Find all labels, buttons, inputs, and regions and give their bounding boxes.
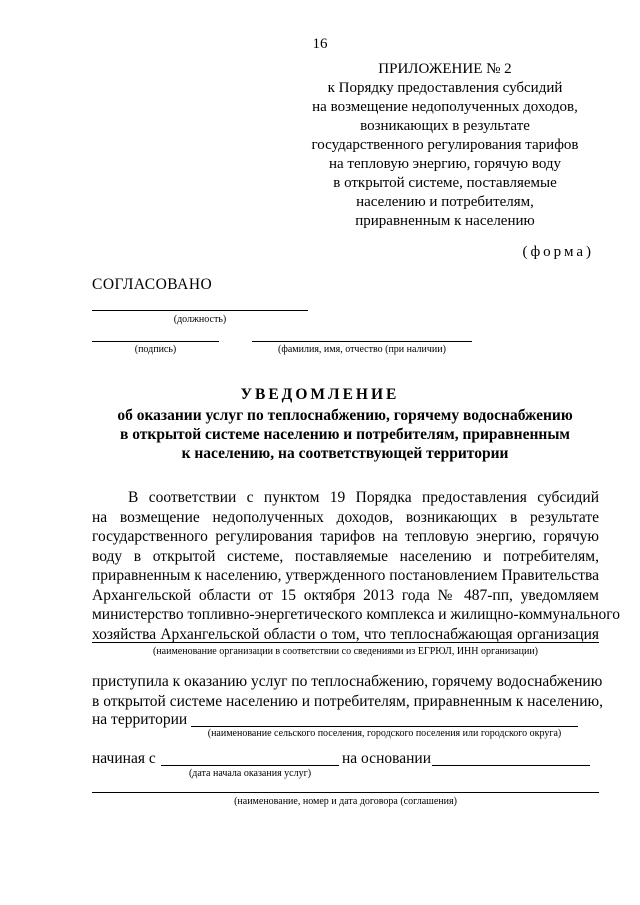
name-blank-line[interactable] xyxy=(252,341,472,342)
start-date-caption: (дата начала оказания услуг) xyxy=(188,768,312,779)
body-line: Архангельской области от 15 октября 2013 года № 487-пп, уведомляем xyxy=(92,586,599,604)
appendix-header xyxy=(290,60,600,231)
position-blank-line[interactable] xyxy=(92,310,308,311)
subtitle-line: к населению, на соответствующей территории xyxy=(181,445,509,462)
form-label: (форма) xyxy=(522,244,594,260)
appendix-line: ПРИЛОЖЕНИЕ № 2 xyxy=(378,61,512,77)
body-line: на возмещение недополученных доходов, возникающих в результате xyxy=(92,508,599,526)
body-line: хозяйства Архангельской области о том, что теплоснабжающая организация xyxy=(92,625,599,643)
signature-caption: (подпись) xyxy=(134,344,177,355)
body-line: воду в открытой системе, поставляемые населению и потребителям, xyxy=(92,547,599,565)
appendix-line: государственного регулирования тарифов xyxy=(311,137,579,153)
page-number: 16 xyxy=(312,36,328,52)
start-paragraph xyxy=(92,672,603,711)
contract-caption: (наименование, номер и дата договора (соглашения) xyxy=(234,796,457,807)
appendix-line: на возмещение недополученных доходов, xyxy=(312,99,578,115)
basis-label: на основании xyxy=(342,750,431,767)
territory-blank-line[interactable] xyxy=(191,726,578,727)
appendix-line: приравненным к населению xyxy=(355,213,535,229)
body-line: приравненным к населению, утвержденного постановлением Правительства xyxy=(92,567,599,584)
appendix-line: в открытой системе, поставляемые xyxy=(333,175,557,191)
position-caption: (должность) xyxy=(173,314,227,325)
signature-blank-line[interactable] xyxy=(92,341,219,342)
body-line: В соответствии с пунктом 19 Порядка предоставления субсидий xyxy=(128,489,599,506)
organization-caption: (наименование организации в соответствии со сведениями из ЕГРЮЛ, ИНН организации) xyxy=(152,646,539,657)
document-subtitle xyxy=(90,406,600,463)
approval-heading: СОГЛАСОВАНО xyxy=(92,276,213,293)
appendix-line: возникающих в результате xyxy=(360,118,530,134)
body-paragraph xyxy=(92,488,621,644)
start-date-blank-line[interactable] xyxy=(161,765,339,766)
name-caption: (фамилия, имя, отчество (при наличии) xyxy=(278,344,446,355)
body-line: министерство топливно-энергетического комплекса и жилищно-коммунального xyxy=(92,606,621,623)
contract-blank-line[interactable] xyxy=(92,792,599,793)
start-line: в открытой системе населению и потребителям, приравненным к населению, xyxy=(92,692,603,710)
appendix-line: населению и потребителям, xyxy=(356,194,534,210)
document-title: УВЕДОМЛЕНИЕ xyxy=(240,386,400,403)
start-line: приступила к оказанию услуг по теплоснабжению, горячему водоснабжению xyxy=(92,673,603,690)
territory-caption: (наименование сельского поселения, городского поселения или городского округа) xyxy=(207,728,562,739)
organization-blank-line[interactable] xyxy=(92,642,599,643)
appendix-line: на тепловую энергию, горячую воду xyxy=(328,156,562,172)
body-line: государственного регулирования тарифов на тепловую энергию, горячую xyxy=(92,528,599,545)
subtitle-line: в открытой системе населению и потребителям, приравненным xyxy=(119,426,570,443)
territory-label: на территории xyxy=(92,711,188,728)
basis-blank-line[interactable] xyxy=(432,765,590,766)
subtitle-line: об оказании услуг по теплоснабжению, горячему водоснабжению xyxy=(117,407,573,424)
appendix-line: к Порядку предоставления субсидий xyxy=(327,80,563,96)
start-date-label: начиная с xyxy=(92,750,156,767)
